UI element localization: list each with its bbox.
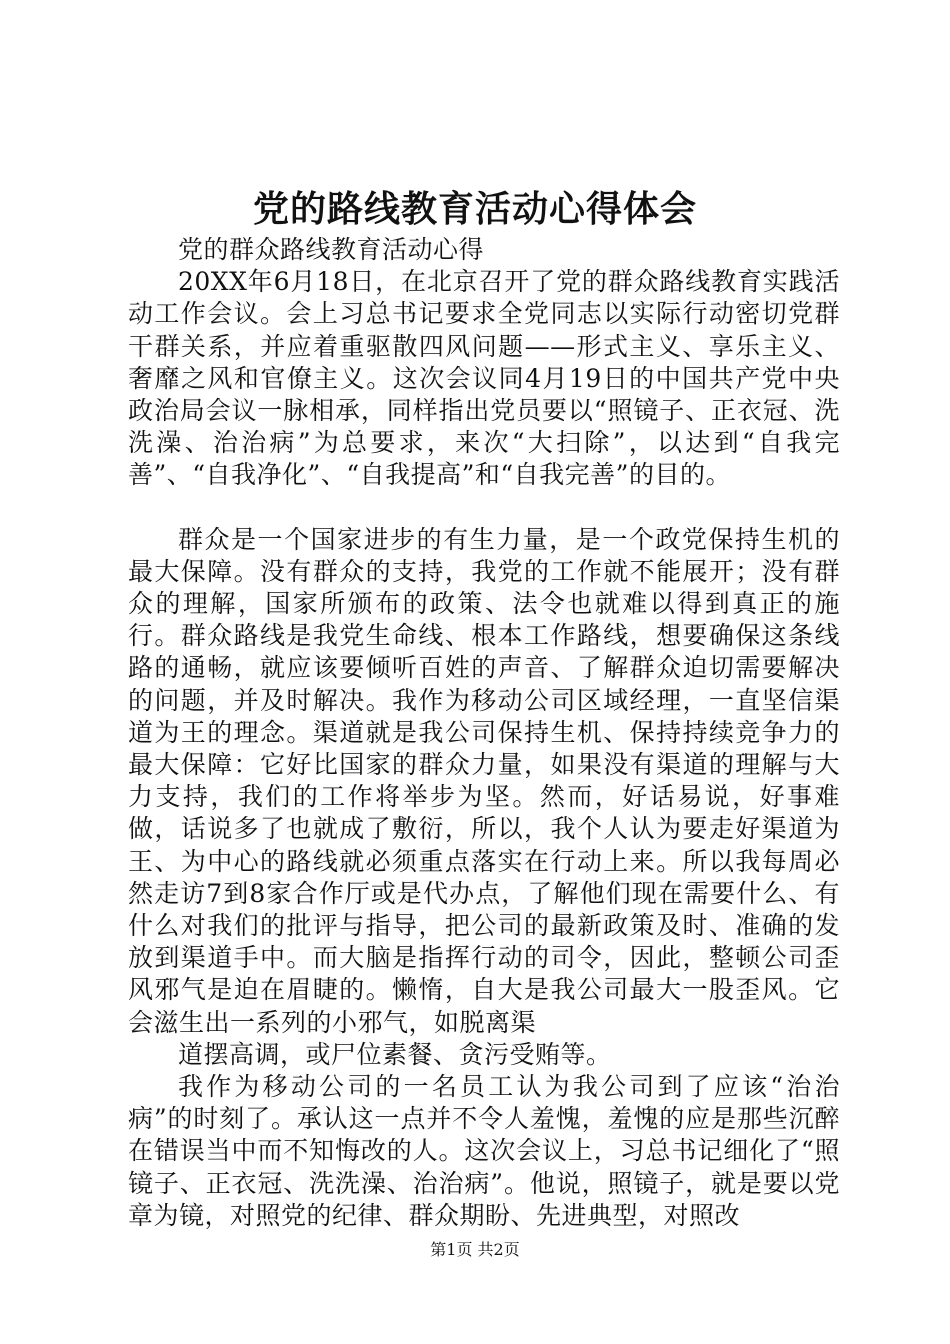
page-footer: 第1页 共2页 bbox=[430, 1240, 520, 1259]
paragraph-2: 群众是一个国家进步的有生力量，是一个政党保持生机的最大保障。没有群众的支持，我党的工作就不能展开；没有群众的理解，国家所颁布的政策、法令也就难以得到真正的施行。群众路线是我党生命线、根本工作路线，想要确保这条线路的通畅，就应该要倾听百姓的声音、了解群众迫切需要解决的问题，并及时解决。我作为移动公司区域经理，一直坚信渠道为王的理念。渠道就是我公司保持生机、保持持续竞争力的最大保障：它好比国家的群众力量，如果没有渠道的理解与大力支持，我们的工作将举步为坚。然而，好话易说，好事难做，话说多了也就成了敷衍，所以，我个人认为要走好渠道为王、为中心的路线就必须重点落实在行动上来。所以我每周必然走访7到8家合作厅或是代办点，了解他们现在需要什么、有什么对我们的批评与指导，把公司的最新政策及时、准确的发放到渠道手中。而大脑是指挥行动的司令，因此，整顿公司歪风邪气是迫在眉睫的。懒惰，自大是我公司最大一股歪风。它会滋生出一系列的小邪气，如脱离渠 bbox=[128, 524, 840, 1037]
document-body bbox=[128, 234, 840, 1232]
document-title: 党的路线教育活动心得体会 bbox=[252, 189, 697, 230]
subtitle-line: 党的群众路线教育活动心得 bbox=[178, 235, 485, 264]
blank-line bbox=[128, 492, 840, 524]
paragraph-3: 道摆高调，或尸位素餐、贪污受贿等。 bbox=[178, 1039, 612, 1069]
paragraph-1: 20XX年6月18日，在北京召开了党的群众路线教育实践活动工作会议。会上习总书记要求全党同志以实际行动密切党群干群关系，并应着重驱散四风问题——形式主义、享乐主义、奢靡之风和官僚主义。这次会议同4月19日的中国共产党中央政治局会议一脉相承，同样指出党员要以“照镜子、正衣冠、洗洗澡、治治病”为总要求，来次“大扫除”，以达到“自我完善”、“自我净化”、“自我提高”和“自我完善”的目的。 bbox=[128, 267, 840, 490]
paragraph-4: 我作为移动公司的一名员工认为我公司到了应该“治治病”的时刻了。承认这一点并不令人羞愧，羞愧的应是那些沉醉在错误当中而不知悔改的人。这次会议上，习总书记细化了“照镜子、正衣冠、洗洗澡、治治病”。他说，照镜子，就是要以党章为镜，对照党的纪律、群众期盼、先进典型，对照改 bbox=[128, 1072, 840, 1230]
